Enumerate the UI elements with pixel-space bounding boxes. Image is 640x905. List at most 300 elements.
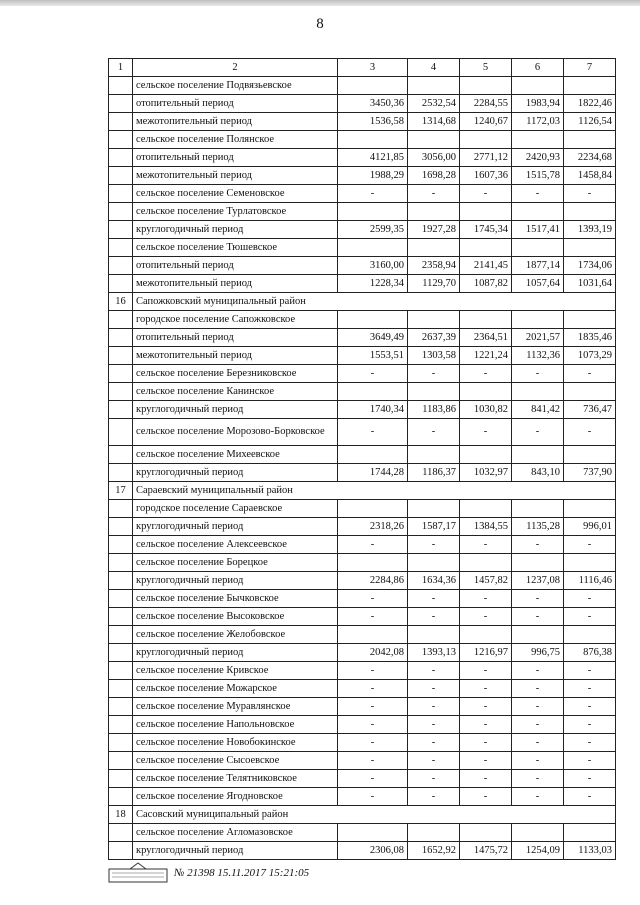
row-name: сельское поселение Кривское [133, 662, 338, 680]
value-cell: 2771,12 [460, 149, 512, 167]
row-name: межотопительный период [133, 113, 338, 131]
value-cell: 1129,70 [408, 275, 460, 293]
value-cell: - [408, 734, 460, 752]
table-row [109, 221, 616, 239]
row-name: сельское поселение Муравлянское [133, 698, 338, 716]
value-cell: - [564, 419, 616, 446]
col-header: 7 [564, 59, 616, 77]
row-number [109, 536, 133, 554]
value-cell: - [564, 680, 616, 698]
value-cell: 1087,82 [460, 275, 512, 293]
value-cell [460, 239, 512, 257]
value-cell: 1240,67 [460, 113, 512, 131]
table-row [109, 554, 616, 572]
row-number [109, 518, 133, 536]
value-cell: - [564, 185, 616, 203]
row-name: сельское поселение Борецкое [133, 554, 338, 572]
table-row [109, 185, 616, 203]
value-cell: 1553,51 [338, 347, 408, 365]
table-row [109, 590, 616, 608]
value-cell: - [338, 590, 408, 608]
value-cell: - [512, 590, 564, 608]
value-cell: 4121,85 [338, 149, 408, 167]
row-number [109, 149, 133, 167]
table-row [109, 293, 616, 311]
row-name: сельское поселение Сысоевское [133, 752, 338, 770]
value-cell: 2358,94 [408, 257, 460, 275]
value-cell [460, 383, 512, 401]
value-cell: 1536,58 [338, 113, 408, 131]
value-cell: 1031,64 [564, 275, 616, 293]
value-cell: 1734,06 [564, 257, 616, 275]
value-cell [338, 203, 408, 221]
value-cell [512, 239, 564, 257]
value-cell: 1314,68 [408, 113, 460, 131]
value-cell: - [512, 662, 564, 680]
row-name: городское поселение Сараевское [133, 500, 338, 518]
value-cell [564, 500, 616, 518]
row-name: межотопительный период [133, 167, 338, 185]
value-cell: - [408, 608, 460, 626]
value-cell: 1030,82 [460, 401, 512, 419]
value-cell [460, 554, 512, 572]
value-cell: 1835,46 [564, 329, 616, 347]
value-cell: 1303,58 [408, 347, 460, 365]
table-row [109, 752, 616, 770]
value-cell: - [460, 788, 512, 806]
row-name: сельское поселение Бычковское [133, 590, 338, 608]
row-number: 16 [109, 293, 133, 311]
table-row [109, 149, 616, 167]
value-cell [460, 311, 512, 329]
value-cell: - [512, 698, 564, 716]
scan-top-edge [0, 0, 640, 6]
value-cell [338, 131, 408, 149]
header-row [109, 59, 616, 77]
row-name: отопительный период [133, 329, 338, 347]
col-header: 2 [133, 59, 338, 77]
value-cell [512, 626, 564, 644]
value-cell: - [460, 365, 512, 383]
table-row [109, 770, 616, 788]
value-cell: - [460, 419, 512, 446]
table-row [109, 500, 616, 518]
tariff-table [108, 58, 616, 860]
row-number [109, 626, 133, 644]
row-number [109, 221, 133, 239]
value-cell: 737,90 [564, 464, 616, 482]
row-name: сельское поселение Турлатовское [133, 203, 338, 221]
value-cell: 1073,29 [564, 347, 616, 365]
row-name: сельское поселение Канинское [133, 383, 338, 401]
table-row [109, 788, 616, 806]
value-cell: 2141,45 [460, 257, 512, 275]
table-row [109, 329, 616, 347]
row-number [109, 716, 133, 734]
value-cell [460, 824, 512, 842]
row-name: сельское поселение Можарское [133, 680, 338, 698]
row-number [109, 752, 133, 770]
value-cell: 2021,57 [512, 329, 564, 347]
value-cell [338, 824, 408, 842]
value-cell: 996,75 [512, 644, 564, 662]
row-number [109, 698, 133, 716]
table-row [109, 536, 616, 554]
row-number: 18 [109, 806, 133, 824]
value-cell: - [564, 590, 616, 608]
value-cell: - [460, 698, 512, 716]
value-cell [512, 203, 564, 221]
value-cell: 1517,41 [512, 221, 564, 239]
table-row [109, 698, 616, 716]
value-cell: - [460, 716, 512, 734]
row-name: сельское поселение Алексеевское [133, 536, 338, 554]
row-name: круглогодичный период [133, 644, 338, 662]
value-cell: 1652,92 [408, 842, 460, 860]
table-body [109, 77, 616, 860]
value-cell [564, 554, 616, 572]
value-cell: - [460, 662, 512, 680]
row-number [109, 680, 133, 698]
value-cell: - [338, 788, 408, 806]
value-cell: - [408, 536, 460, 554]
value-cell [338, 77, 408, 95]
value-cell: - [564, 608, 616, 626]
table-row [109, 716, 616, 734]
row-name: сельское поселение Ягодновское [133, 788, 338, 806]
value-cell [564, 824, 616, 842]
value-cell: 1607,36 [460, 167, 512, 185]
row-name: сельское поселение Березниковское [133, 365, 338, 383]
value-cell: 1927,28 [408, 221, 460, 239]
row-number [109, 572, 133, 590]
row-number [109, 239, 133, 257]
value-cell: - [338, 770, 408, 788]
value-cell: - [512, 608, 564, 626]
value-cell: - [460, 185, 512, 203]
value-cell: 1133,03 [564, 842, 616, 860]
row-name: сельское поселение Михеевское [133, 446, 338, 464]
row-number [109, 257, 133, 275]
document-footer [108, 861, 408, 885]
value-cell: 1172,03 [512, 113, 564, 131]
value-cell [564, 77, 616, 95]
row-number [109, 203, 133, 221]
table-row [109, 347, 616, 365]
table-row [109, 680, 616, 698]
value-cell [564, 311, 616, 329]
value-cell: - [338, 365, 408, 383]
value-cell: 2042,08 [338, 644, 408, 662]
value-cell: - [460, 680, 512, 698]
row-name: сельское поселение Семеновское [133, 185, 338, 203]
value-cell: 1032,97 [460, 464, 512, 482]
value-cell: 1587,17 [408, 518, 460, 536]
value-cell: 1744,28 [338, 464, 408, 482]
value-cell: 3056,00 [408, 149, 460, 167]
row-number [109, 590, 133, 608]
value-cell [338, 311, 408, 329]
value-cell: 2637,39 [408, 329, 460, 347]
value-cell: - [338, 662, 408, 680]
value-cell: - [512, 680, 564, 698]
value-cell [408, 446, 460, 464]
value-cell: - [564, 788, 616, 806]
row-number [109, 500, 133, 518]
table-row [109, 239, 616, 257]
row-name: отопительный период [133, 95, 338, 113]
row-name: круглогодичный период [133, 464, 338, 482]
value-cell: 1135,28 [512, 518, 564, 536]
row-name: круглогодичный период [133, 221, 338, 239]
table-row [109, 113, 616, 131]
value-cell [338, 239, 408, 257]
registry-stamp-icon [108, 861, 168, 883]
table-row [109, 842, 616, 860]
value-cell: 1126,54 [564, 113, 616, 131]
table-row [109, 131, 616, 149]
value-cell: - [408, 716, 460, 734]
value-cell: - [512, 788, 564, 806]
table-row [109, 482, 616, 500]
row-name: круглогодичный период [133, 572, 338, 590]
value-cell [408, 554, 460, 572]
col-header: 3 [338, 59, 408, 77]
value-cell: 1740,34 [338, 401, 408, 419]
value-cell: - [564, 365, 616, 383]
value-cell: 3649,49 [338, 329, 408, 347]
value-cell: 841,42 [512, 401, 564, 419]
value-cell: - [564, 662, 616, 680]
value-cell: 1698,28 [408, 167, 460, 185]
value-cell [512, 446, 564, 464]
row-name: круглогодичный период [133, 842, 338, 860]
page-number: 8 [316, 16, 324, 32]
value-cell: - [460, 734, 512, 752]
value-cell: 1457,82 [460, 572, 512, 590]
row-number [109, 131, 133, 149]
value-cell: - [460, 536, 512, 554]
row-number [109, 842, 133, 860]
value-cell: 1183,86 [408, 401, 460, 419]
table-row [109, 464, 616, 482]
row-name: отопительный период [133, 257, 338, 275]
value-cell: - [512, 536, 564, 554]
value-cell [512, 131, 564, 149]
row-number [109, 95, 133, 113]
row-number: 17 [109, 482, 133, 500]
row-number [109, 464, 133, 482]
value-cell: 1458,84 [564, 167, 616, 185]
value-cell: - [338, 698, 408, 716]
value-cell: 2318,26 [338, 518, 408, 536]
value-cell: 1822,46 [564, 95, 616, 113]
value-cell: - [338, 185, 408, 203]
value-cell [338, 626, 408, 644]
value-cell [338, 500, 408, 518]
value-cell: - [564, 698, 616, 716]
value-cell: 2420,93 [512, 149, 564, 167]
value-cell: - [408, 419, 460, 446]
col-header: 5 [460, 59, 512, 77]
value-cell [564, 626, 616, 644]
value-cell [564, 203, 616, 221]
row-name: Сапожковский муниципальный район [133, 293, 616, 311]
row-number [109, 167, 133, 185]
document-registration-number: № 21398 15.11.2017 15:21:05 [174, 867, 310, 879]
value-cell: 1221,24 [460, 347, 512, 365]
table-row [109, 806, 616, 824]
value-cell [460, 77, 512, 95]
value-cell: - [460, 590, 512, 608]
value-cell: 1116,46 [564, 572, 616, 590]
value-cell: 736,47 [564, 401, 616, 419]
table-row [109, 167, 616, 185]
value-cell [512, 77, 564, 95]
value-cell: - [408, 752, 460, 770]
value-cell [408, 626, 460, 644]
value-cell [408, 131, 460, 149]
row-number [109, 446, 133, 464]
row-number [109, 185, 133, 203]
value-cell [408, 824, 460, 842]
value-cell: 2234,68 [564, 149, 616, 167]
value-cell: 876,38 [564, 644, 616, 662]
value-cell: 1393,13 [408, 644, 460, 662]
value-cell [512, 311, 564, 329]
value-cell: 1877,14 [512, 257, 564, 275]
value-cell [408, 203, 460, 221]
value-cell: - [564, 752, 616, 770]
table-row [109, 608, 616, 626]
value-cell: 2532,54 [408, 95, 460, 113]
row-name: сельское поселение Напольновское [133, 716, 338, 734]
value-cell: 996,01 [564, 518, 616, 536]
value-cell: - [512, 185, 564, 203]
row-name: сельское поселение Тюшевское [133, 239, 338, 257]
value-cell [512, 554, 564, 572]
table-row [109, 419, 616, 446]
value-cell: 1186,37 [408, 464, 460, 482]
value-cell: - [338, 680, 408, 698]
row-number [109, 311, 133, 329]
col-header: 6 [512, 59, 564, 77]
value-cell: 1254,09 [512, 842, 564, 860]
value-cell: 1384,55 [460, 518, 512, 536]
value-cell [460, 131, 512, 149]
value-cell: 2284,55 [460, 95, 512, 113]
value-cell: 1475,72 [460, 842, 512, 860]
table-row [109, 257, 616, 275]
row-number [109, 401, 133, 419]
value-cell: 1988,29 [338, 167, 408, 185]
row-number [109, 365, 133, 383]
table-row [109, 95, 616, 113]
value-cell: - [512, 365, 564, 383]
value-cell: - [512, 770, 564, 788]
value-cell [512, 824, 564, 842]
value-cell: - [408, 770, 460, 788]
row-name: отопительный период [133, 149, 338, 167]
value-cell: - [338, 752, 408, 770]
value-cell [460, 500, 512, 518]
table-row [109, 734, 616, 752]
value-cell: - [564, 734, 616, 752]
value-cell: 2364,51 [460, 329, 512, 347]
value-cell [408, 239, 460, 257]
col-header: 1 [109, 59, 133, 77]
row-number [109, 77, 133, 95]
row-number [109, 608, 133, 626]
value-cell [338, 446, 408, 464]
value-cell [564, 446, 616, 464]
value-cell [512, 500, 564, 518]
value-cell: 2284,86 [338, 572, 408, 590]
value-cell: - [408, 680, 460, 698]
table-row [109, 203, 616, 221]
table-row [109, 77, 616, 95]
row-name: межотопительный период [133, 275, 338, 293]
value-cell: 1132,36 [512, 347, 564, 365]
row-number [109, 383, 133, 401]
value-cell: 2599,35 [338, 221, 408, 239]
row-number [109, 347, 133, 365]
value-cell [460, 446, 512, 464]
value-cell: - [408, 590, 460, 608]
row-number [109, 662, 133, 680]
row-name: межотопительный период [133, 347, 338, 365]
value-cell: 1216,97 [460, 644, 512, 662]
value-cell: - [408, 698, 460, 716]
value-cell [338, 554, 408, 572]
value-cell [460, 626, 512, 644]
row-name: круглогодичный период [133, 518, 338, 536]
col-header: 4 [408, 59, 460, 77]
row-number [109, 734, 133, 752]
value-cell: - [338, 608, 408, 626]
value-cell [408, 383, 460, 401]
value-cell: 3450,36 [338, 95, 408, 113]
value-cell: 1745,34 [460, 221, 512, 239]
value-cell: 843,10 [512, 464, 564, 482]
row-name: Сасовский муниципальный район [133, 806, 616, 824]
value-cell [460, 203, 512, 221]
table-row [109, 401, 616, 419]
row-number [109, 788, 133, 806]
value-cell: - [512, 419, 564, 446]
table-row [109, 446, 616, 464]
row-number [109, 275, 133, 293]
value-cell: 2306,08 [338, 842, 408, 860]
value-cell: - [338, 734, 408, 752]
table-row [109, 365, 616, 383]
value-cell: - [512, 716, 564, 734]
row-number [109, 824, 133, 842]
value-cell: - [338, 419, 408, 446]
row-number [109, 419, 133, 446]
row-number [109, 554, 133, 572]
row-number [109, 644, 133, 662]
value-cell: 3160,00 [338, 257, 408, 275]
value-cell: 1983,94 [512, 95, 564, 113]
value-cell: 1393,19 [564, 221, 616, 239]
row-name: сельское поселение Новобокинское [133, 734, 338, 752]
table-row [109, 275, 616, 293]
value-cell [408, 311, 460, 329]
row-name: Сараевский муниципальный район [133, 482, 616, 500]
row-name: сельское поселение Агломазовское [133, 824, 338, 842]
row-name: сельское поселение Полянское [133, 131, 338, 149]
